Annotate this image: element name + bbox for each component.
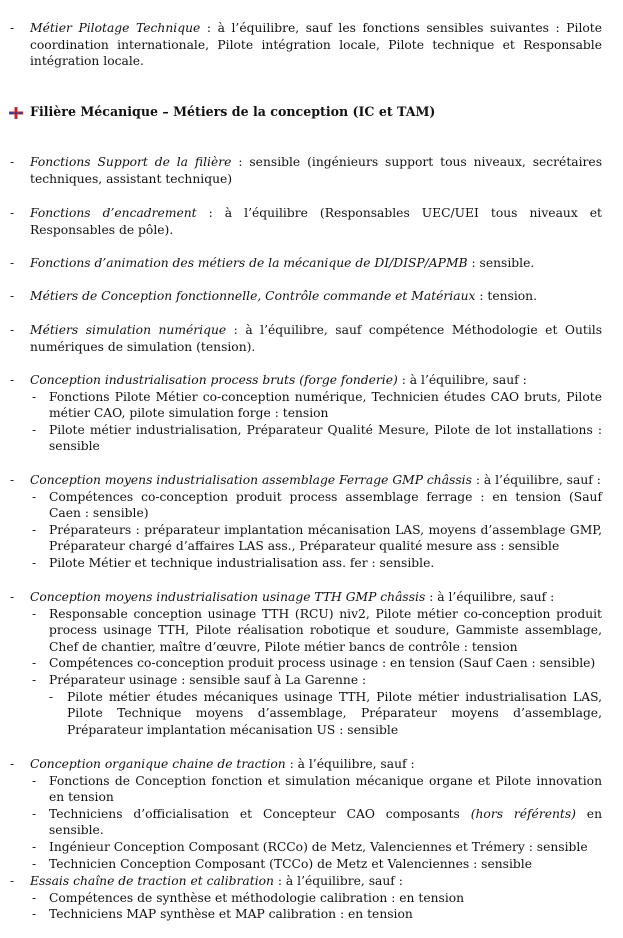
sub-item-text: Pilote Métier et technique industrialisation ass. fer : sensible. xyxy=(49,555,435,570)
sub-item xyxy=(0,839,623,856)
item-text: : à l’équilibre, sauf : xyxy=(471,473,601,487)
item-text: : sensible. xyxy=(467,256,535,270)
dash-marker: - xyxy=(10,473,15,487)
sub-item xyxy=(0,522,623,555)
item-label: Conception organique chaine de traction xyxy=(30,757,286,771)
dash-marker: - xyxy=(10,21,15,35)
item-label: Essais chaîne de traction et calibration xyxy=(30,874,274,888)
sub-item-text: Compétences co-conception produit process assemblage ferrage : en tension (Sauf Caen : sensible) xyxy=(49,489,602,521)
item-text: : à l’équilibre, sauf : xyxy=(425,590,555,604)
intro-paragraph xyxy=(0,20,623,70)
dash-marker: - xyxy=(10,874,15,888)
sub-item-text: Ingénieur Conception Composant (RCCo) de Metz, Valenciennes et Trémery : sensible xyxy=(49,839,588,854)
sub-item xyxy=(0,773,623,806)
sub-sub-item xyxy=(0,689,623,739)
section-title: Filière Mécanique – Métiers de la conception (IC et TAM) xyxy=(30,104,436,119)
list-item xyxy=(0,873,623,923)
dash-marker: - xyxy=(32,856,37,871)
dash-marker: - xyxy=(10,757,15,771)
sub-item xyxy=(0,655,623,672)
dash-marker: - xyxy=(32,890,37,905)
item-text: : tension. xyxy=(475,289,538,303)
sub-item xyxy=(0,890,623,907)
item-text: : à l’équilibre, sauf les fonctions sensibles suivantes : Pilote coordination internationale, Pilote intégration locale, Pilote technique et Responsable intégration locale. xyxy=(30,21,602,69)
item-label: Métiers simulation numérique xyxy=(30,323,227,337)
dash-marker: - xyxy=(32,839,37,854)
dash-marker: - xyxy=(10,206,15,220)
item-label: Conception industrialisation process bruts (forge fonderie) xyxy=(30,373,398,387)
sub-item xyxy=(0,555,623,572)
dash-marker: - xyxy=(32,806,37,821)
section-heading xyxy=(0,104,623,121)
sub-item-text: Préparateurs : préparateur implantation mécanisation LAS, moyens d’assemblage GMP, Préparateur chargé d’affaires LAS ass., Préparateur qualité mesure ass : sensible xyxy=(49,522,602,554)
item-label: Métiers de Conception fonctionnelle, Contrôle commande et Matériaux xyxy=(30,289,476,303)
sub-item-text: Compétences co-conception produit process usinage : en tension (Sauf Caen : sensible) xyxy=(49,656,596,671)
item-label: Fonctions d’animation des métiers de la mécanique de DI/DISP/APMB xyxy=(30,256,468,270)
sub-item-text: Préparateur usinage : sensible sauf à La Garenne : xyxy=(49,672,367,687)
dash-marker: - xyxy=(32,672,37,687)
sub-item-text: Compétences de synthèse et méthodologie calibration : en tension xyxy=(49,890,465,905)
dash-marker: - xyxy=(10,373,15,387)
dash-marker: - xyxy=(10,590,15,604)
item-label: Métier Pilotage Technique xyxy=(30,21,201,35)
item-text: : sensible (ingénieurs support tous niveaux, secrétaires techniques, assistant technique) xyxy=(30,155,603,186)
sub-item xyxy=(0,489,623,522)
list-item xyxy=(0,322,623,355)
dash-marker: - xyxy=(10,289,15,303)
item-text: : à l’équilibre (Responsables UEC/UEI tous niveaux et Responsables de pôle). xyxy=(30,206,602,237)
sub-item-italic: (hors référents) xyxy=(470,806,576,821)
list-item xyxy=(0,154,623,187)
dash-marker: - xyxy=(10,155,15,169)
list-item xyxy=(0,589,623,738)
dash-marker: - xyxy=(32,422,37,437)
dash-marker: - xyxy=(49,689,54,704)
dash-marker: - xyxy=(32,773,37,788)
sub-item xyxy=(0,806,623,839)
dash-marker: - xyxy=(32,656,37,671)
item-text: : à l’équilibre, sauf : xyxy=(285,757,415,771)
item-label: Conception moyens industrialisation assemblage Ferrage GMP châssis xyxy=(30,473,472,487)
sub-item-text: Fonctions de Conception fonction et simulation mécanique organe et Pilote innovation en tension xyxy=(49,773,602,805)
list-item xyxy=(0,756,623,872)
item-label: Fonctions d’encadrement xyxy=(30,206,197,220)
sub-item-tail: en sensible. xyxy=(49,806,603,838)
item-text: : à l’équilibre, sauf : xyxy=(273,874,403,888)
sub-item-text: Responsable conception usinage TTH (RCU) niv2, Pilote métier co-conception produit process usinage TTH, Pilote réalisation robotique et soudure, Gammiste assemblage, Chef de chantier, maître d’œuvre, Pilote métier bancs de contrôle : tension xyxy=(49,606,602,654)
item-label: Conception moyens industrialisation usinage TTH GMP châssis xyxy=(30,590,426,604)
list-item xyxy=(0,205,623,238)
list-item xyxy=(0,372,623,455)
dash-marker: - xyxy=(32,489,37,504)
sub-item-text: Pilote métier industrialisation, Préparateur Qualité Mesure, Pilote de lot installations : sensible xyxy=(49,422,602,454)
sub-item xyxy=(0,606,623,656)
sub-item-text: Techniciens d’officialisation et Concepteur CAO composants xyxy=(49,806,471,821)
sub-item-text: Techniciens MAP synthèse et MAP calibration : en tension xyxy=(49,907,413,922)
sub-item-text: Fonctions Pilote Métier co-conception numérique, Technicien études CAO bruts, Pilote métier CAO, pilote simulation forge : tension xyxy=(49,389,602,421)
sub-item xyxy=(0,422,623,455)
dash-marker: - xyxy=(32,389,37,404)
list-item xyxy=(0,288,623,305)
dash-marker: - xyxy=(10,323,15,337)
sub-item xyxy=(0,389,623,422)
sub-sub-item-text: Pilote métier études mécaniques usinage TTH, Pilote métier industrialisation LAS, Pilote Technique moyens d’assemblage, Préparateur moyens d’assemblage, Préparateur implantation mécanisation US : sensible xyxy=(67,689,602,737)
red-blue-cross-icon xyxy=(9,107,23,119)
list-item xyxy=(0,255,623,272)
item-text: : à l’équilibre, sauf : xyxy=(397,373,527,387)
dash-marker: - xyxy=(32,606,37,621)
dash-marker: - xyxy=(32,907,37,922)
item-label: Fonctions Support de la filière xyxy=(30,155,232,169)
sub-item xyxy=(0,906,623,923)
dash-marker: - xyxy=(32,555,37,570)
list-item xyxy=(0,472,623,572)
item-text: : à l’équilibre, sauf compétence Méthodologie et Outils numériques de simulation (tension). xyxy=(30,323,603,354)
sub-item xyxy=(0,856,623,873)
sub-item-text: Technicien Conception Composant (TCCo) de Metz et Valenciennes : sensible xyxy=(49,856,532,871)
dash-marker: - xyxy=(32,522,37,537)
dash-marker: - xyxy=(10,256,15,270)
sub-item xyxy=(0,672,623,689)
